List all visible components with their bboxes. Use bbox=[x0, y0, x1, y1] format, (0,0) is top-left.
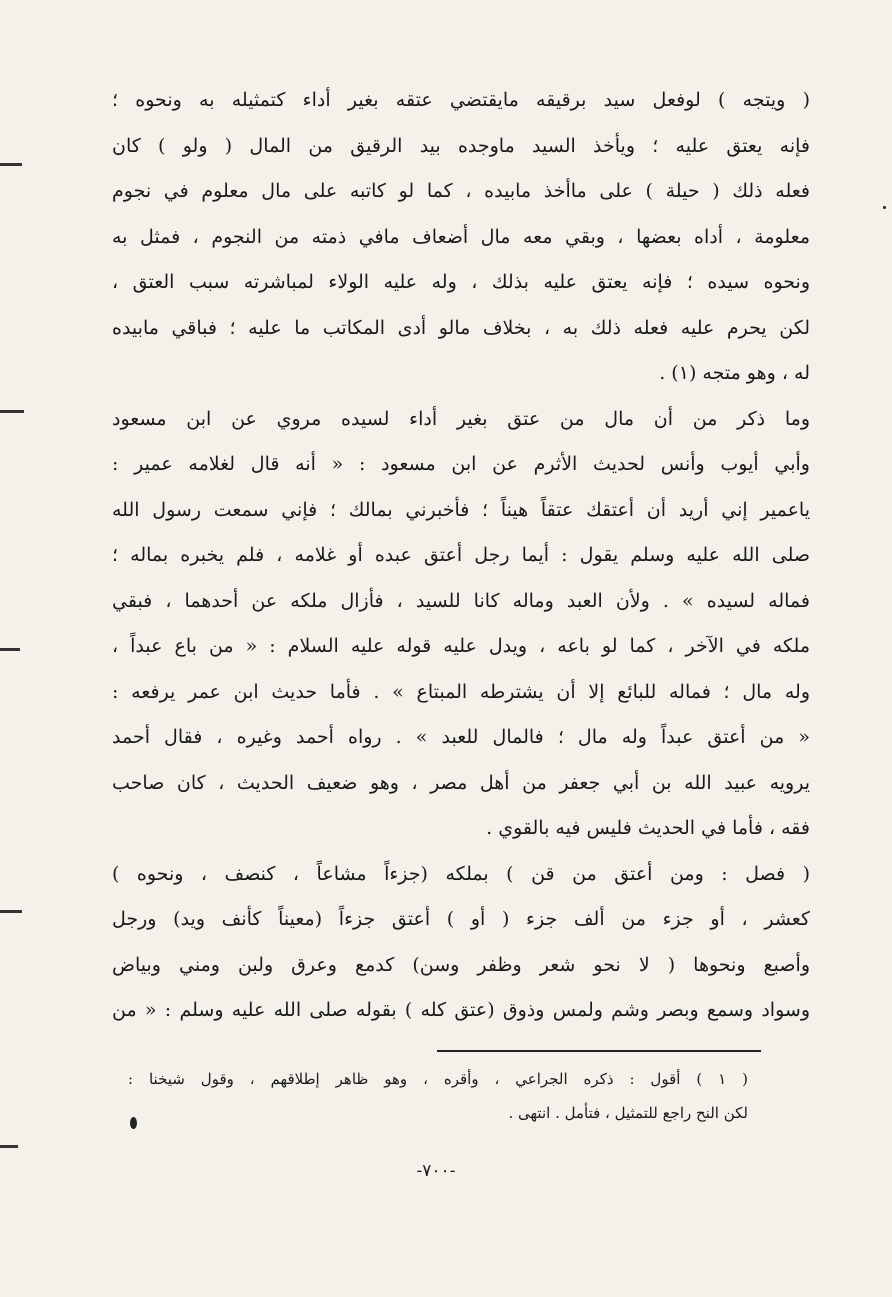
text-line: وما ذكر من أن مال من عتق بغير أداء لسيده مروي عن ابن مسعود bbox=[112, 407, 810, 430]
footnotes bbox=[128, 1062, 748, 1130]
text-line: يرويه عبيد الله بن أبي جعفر من أهل مصر ، وهو ضعيف الحديث ، كان صاحب bbox=[112, 771, 810, 794]
text-line: فماله لسيده » . ولأن العبد وماله كانا للسيد ، فأزال ملكه عن أحدهما ، فبقي bbox=[112, 589, 810, 612]
text-line: « من أعتق عبداً وله مال ؛ فالمال للعبد » . رواه أحمد وغيره ، فقال أحمد bbox=[112, 726, 810, 748]
margin-mark bbox=[0, 163, 22, 166]
text-line: وأبي أيوب وأنس لحديث الأثرم عن ابن مسعود : « أنه قال لغلامه عمير : bbox=[112, 453, 810, 475]
text-line: وأصبع ونحوها ( لا نحو شعر وظفر وسن) كدمع وعرق ولبن ومني وبياض bbox=[112, 953, 810, 976]
footnote-divider bbox=[437, 1050, 761, 1052]
text-line: فإنه يعتق عليه ؛ ويأخذ السيد ماوجده بيد الرقيق من المال ( ولو ) كان bbox=[112, 134, 810, 157]
ink-speck bbox=[130, 1117, 137, 1129]
margin-mark bbox=[0, 410, 24, 413]
text-line: فعله ذلك ( حيلة ) على ماأخذ مابيده ، كما لو كاتبه على مال معلوم في نجوم bbox=[112, 180, 810, 202]
margin-mark bbox=[0, 910, 22, 913]
text-line: ياعمير إني أريد أن أعتقك عتقاً هيناً ؛ فأخبرني بمالك ؛ فإني سمعت رسول الله bbox=[112, 498, 810, 521]
margin-mark bbox=[0, 1145, 18, 1148]
text-line: ( ويتجه ) لوفعل سيد برقيقه مايقتضي عتقه بغير أداء كتمثيله به ونحوه ؛ bbox=[112, 89, 810, 111]
text-line: له ، وهو متجه (١) . bbox=[659, 362, 810, 384]
text-line: فقه ، فأما في الحديث فليس فيه بالقوي . bbox=[486, 817, 810, 839]
text-line: ملكه في الآخر ، كما لو باعه ، ويدل عليه قوله عليه السلام : « من باع عبداً ، bbox=[112, 635, 810, 657]
text-line: كعشر ، أو جزء من ألف جزء ( أو ) أعتق جزءاً (معيناً كأنف ويد) ورجل bbox=[112, 908, 810, 930]
text-line: ونحوه سيده ؛ فإنه يعتق عليه بذلك ، وله عليه الولاء لمباشرته سبب العتق ، bbox=[112, 271, 810, 293]
text-line: وله مال ؛ فماله للبائع إلا أن يشترطه المبتاع » . فأما حديث ابن عمر يرفعه : bbox=[112, 680, 810, 703]
text-line: صلى الله عليه وسلم يقول : أيما رجل أعتق عبده أو غلامه ، فلم يخبره بماله ؛ bbox=[112, 544, 810, 566]
ink-speck bbox=[883, 206, 886, 209]
margin-mark bbox=[0, 648, 20, 651]
main-text bbox=[112, 78, 810, 1034]
text-line: وسواد وسمع وبصر وشم ولمس وذوق (عتق كله ) بقوله صلى الله عليه وسلم : « من bbox=[112, 999, 810, 1021]
footnote-line: ( ١ ) أقول : ذكره الجراعي ، وأقره ، وهو ظاهر إطلاقهم ، وقول شيخنا : bbox=[128, 1070, 748, 1088]
text-line: معلومة ، أداه بعضها ، وبقي معه مال أضعاف مافي ذمته من النجوم ، فمثل به bbox=[112, 225, 810, 248]
text-line: لكن يحرم عليه فعله ذلك به ، بخلاف مالو أدى المكاتب ما عليه ؛ فباقي مابيده bbox=[112, 316, 810, 339]
page-number: -٧٠٠- bbox=[416, 1161, 456, 1181]
footnote-line: لكن النح راجع للتمثيل ، فتأمل . انتهى . bbox=[508, 1104, 748, 1122]
text-line: ( فصل : ومن أعتق من قن ) بملكه (جزءاً مشاعاً ، كنصف ، ونحوه ) bbox=[112, 862, 810, 885]
